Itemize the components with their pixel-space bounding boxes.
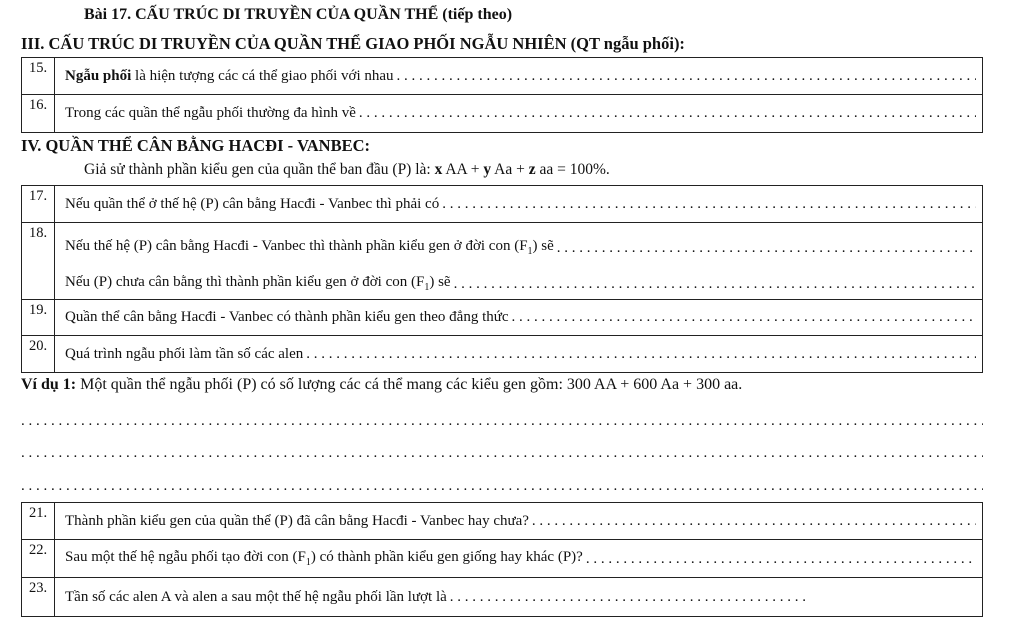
answer-blank[interactable]	[442, 196, 976, 213]
answer-blank[interactable]	[306, 346, 976, 363]
term-ngau-phoi: Ngẫu phối	[65, 67, 132, 84]
question-row-22	[22, 540, 983, 578]
question-number: 19.	[22, 300, 55, 336]
question-15: Ngẫu phối là hiện tượng các cá thể giao phối với nhau . . .	[65, 68, 976, 85]
question-17: Nếu quần thể ở thế hệ (P) cân bằng Hacđi - Vanbec thì phải có . . .	[65, 196, 976, 213]
question-22: Sau một thế hệ ngẫu phối tạo đời con $(F_1)$ có thành phần kiểu gen giống hay khác (P)? . . .	[65, 549, 976, 568]
question-row-17	[22, 186, 983, 223]
question-row-21	[22, 503, 983, 540]
question-19: Quần thể cân bằng Hacđi - Vanbec có thành phần kiểu gen theo đẳng thức . . .	[65, 309, 976, 326]
answer-line[interactable]	[21, 414, 983, 428]
question-row-19	[22, 300, 983, 336]
answer-blank[interactable]	[532, 513, 976, 530]
question-20: Quá trình ngẫu phối làm tần số các alen . . .	[65, 346, 976, 363]
question-number: 22.	[22, 540, 55, 578]
example-1	[21, 376, 742, 394]
answer-blank[interactable]	[454, 276, 976, 293]
question-number: 23.	[22, 578, 55, 617]
question-number: 15.	[22, 58, 55, 95]
question-number: 18.	[22, 223, 55, 300]
question-number: 20.	[22, 336, 55, 373]
answer-line[interactable]	[21, 479, 983, 493]
section4-title: IV. QUẦN THỂ CÂN BẰNG HACĐI - VANBEC:	[21, 136, 370, 155]
question-16: Trong các quần thể ngẫu phối thường đa hình về . . .	[65, 105, 976, 122]
question-row-23	[22, 578, 983, 617]
answer-line[interactable]	[21, 446, 983, 460]
section3-table	[21, 57, 983, 133]
example-label: Ví dụ 1:	[21, 376, 77, 393]
question-23: Tần số các alen A và alen a sau một thế hệ ngẫu phối lần lượt là . . .	[65, 589, 976, 606]
question-row-18	[22, 223, 983, 300]
section4-table	[21, 185, 983, 373]
answer-blank[interactable]	[586, 551, 976, 568]
question-number: 16.	[22, 95, 55, 133]
answer-blank[interactable]	[397, 68, 976, 85]
question-21: Thành phần kiểu gen của quần thể (P) đã cân bằng Hacđi - Vanbec hay chưa? . . .	[65, 513, 976, 530]
question-number: 21.	[22, 503, 55, 540]
question-number: 17.	[22, 186, 55, 223]
example-table	[21, 502, 983, 617]
answer-blank[interactable]	[557, 240, 976, 257]
answer-blank[interactable]	[359, 105, 976, 122]
question-18a: Nếu thế hệ (P) cân bằng Hacđi - Vanbec thì thành phần kiểu gen ở đời con $(F_1)$ sẽ . . .	[65, 229, 976, 257]
answer-blank[interactable]	[450, 589, 810, 606]
question-row-16	[22, 95, 983, 133]
section3-title: III. CẤU TRÚC DI TRUYỀN CỦA QUẦN THỂ GIAO PHỐI NGẪU NHIÊN (QT ngẫu phối):	[21, 34, 685, 53]
question-18b: Nếu (P) chưa cân bằng thì thành phần kiểu gen ở đời con $(F_1)$ sẽ . . .	[65, 257, 976, 293]
answer-blank[interactable]	[512, 309, 976, 326]
example-text: Một quần thể ngẫu phối (P) có số lượng các cá thể mang các kiểu gen gồm: 300 AA + 600 Aa + 300 aa.	[76, 376, 743, 393]
lesson-title: Bài 17. CẤU TRÚC DI TRUYỀN CỦA QUẦN THỂ (tiếp theo)	[84, 6, 513, 23]
question-row-15	[22, 58, 983, 95]
section4-intro: Giả sử thành phần kiểu gen của quần thể ban đầu (P) là: x AA + y Aa + z aa = 100%.	[84, 161, 610, 178]
question-row-20	[22, 336, 983, 373]
